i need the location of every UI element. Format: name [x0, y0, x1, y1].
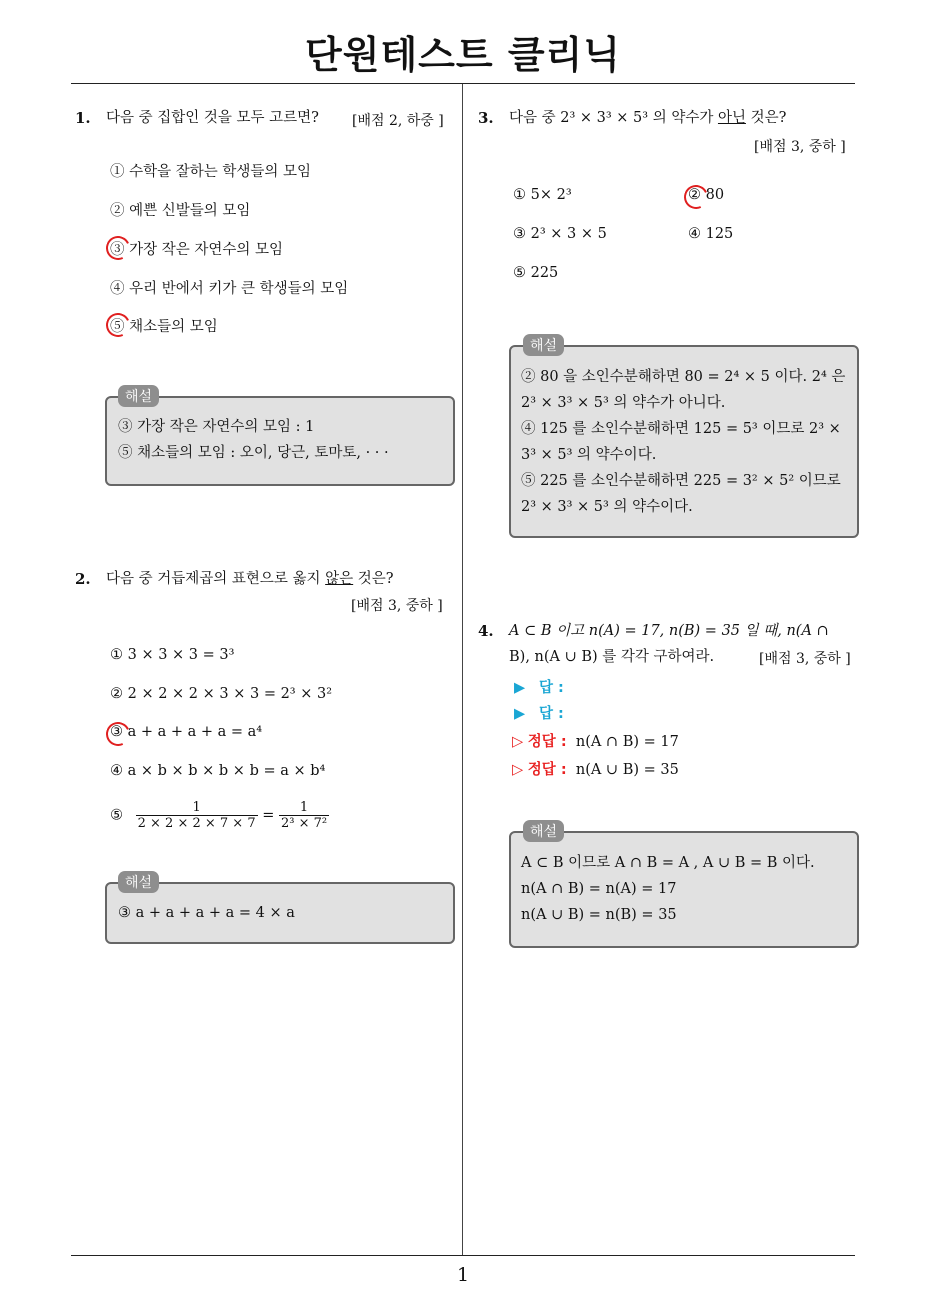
q4-solution-line-3: n(A ∪ B) = n(B) = 35	[521, 907, 677, 923]
q3-choice-2[interactable]: ② 80	[688, 187, 725, 203]
q3-choice-4[interactable]: ④ 125	[688, 226, 734, 242]
q1-choice-2[interactable]: ② 예쁜 신발들의 모임	[110, 203, 251, 219]
q1-meta: [배점 2, 하중 ]	[352, 113, 444, 129]
q4-answer-1[interactable]: ▶ 답 :	[514, 680, 564, 696]
q1-choice-4[interactable]: ④ 우리 반에서 키가 큰 학생들의 모임	[110, 281, 349, 297]
q3-solution-line-1: ② 80 을 소인수분해하면 80 = 2⁴ × 5 이다. 2⁴ 은	[521, 369, 846, 385]
q3-number: 3.	[478, 109, 494, 127]
bottom-rule	[71, 1255, 855, 1256]
q2-c5-right-den: 2³ × 7²	[280, 816, 328, 831]
q1-choice-1[interactable]: ① 수학을 잘하는 학생들의 모임	[110, 164, 312, 180]
q3-solution-line-2: 2³ × 3³ × 5³ 의 약수가 아니다.	[521, 395, 726, 411]
q1-choice-3[interactable]: ③ 가장 작은 자연수의 모임	[110, 242, 284, 258]
q3-choice-1[interactable]: ① 5× 2³	[513, 187, 572, 203]
q3-text: 다음 중 2³ × 3³ × 5³ 의 약수가 아닌 것은?	[509, 110, 787, 126]
q2-number: 2.	[75, 570, 91, 588]
q3-choice-3[interactable]: ③ 2³ × 3 × 5	[513, 226, 607, 242]
q3-solution-line-3: ④ 125 를 소인수분해하면 125 = 5³ 이므로 2³ ×	[521, 421, 841, 437]
q4-correct-2: ▷ 정답 : n(A ∪ B) = 35	[512, 762, 679, 778]
q2-c5-left-num: 1	[136, 800, 258, 816]
q2-choice-4[interactable]: ④ a × b × b × b × b = a × b⁴	[110, 763, 326, 779]
q3-solution-line-4: 3³ × 5³ 의 약수이다.	[521, 447, 657, 463]
q2-c5-left-den: 2 × 2 × 2 × 7 × 7	[137, 816, 256, 831]
q2-c5-right-num: 1	[279, 800, 329, 816]
q4-solution-line-1: A ⊂ B 이므로 A ∩ B = A , A ∪ B = B 이다.	[521, 855, 815, 871]
q1-solution-line-2: ⑤ 채소들의 모임 : 오이, 당근, 토마토, · · ·	[118, 445, 389, 461]
q4-meta: [배점 3, 중하 ]	[759, 651, 851, 667]
q4-answer-2[interactable]: ▶ 답 :	[514, 706, 564, 722]
q1-choice-5[interactable]: ⑤ 채소들의 모임	[110, 319, 218, 335]
q2-solution-tag: 해설	[118, 871, 159, 893]
triangle-icon: ▷	[512, 762, 524, 778]
q4-text-line-2: B), n(A ∪ B) 를 각각 구하여라.	[509, 649, 715, 665]
q3-choice-5[interactable]: ⑤ 225	[513, 265, 559, 281]
q3-meta: [배점 3, 중하 ]	[754, 139, 846, 155]
play-icon: ▶	[514, 680, 526, 696]
page-number: 1	[456, 1264, 470, 1286]
q2-choice-3[interactable]: ③ a + a + a + a = a⁴	[110, 724, 263, 740]
q3-solution-tag: 해설	[523, 334, 564, 356]
q3-solution-line-6: 2³ × 3³ × 5³ 의 약수이다.	[521, 499, 693, 515]
q1-solution-line-1: ③ 가장 작은 자연수의 모임 : 1	[118, 419, 315, 435]
q4-solution-line-2: n(A ∩ B) = n(A) = 17	[521, 881, 677, 897]
q1-solution-tag: 해설	[118, 385, 159, 407]
q3-solution-line-5: ⑤ 225 를 소인수분해하면 225 = 3² × 5² 이므로	[521, 473, 841, 489]
q4-solution-tag: 해설	[523, 820, 564, 842]
play-icon: ▶	[514, 706, 526, 722]
column-divider	[462, 84, 463, 1256]
q1-text: 다음 중 집합인 것을 모두 고르면?	[106, 110, 319, 126]
q2-choice-2[interactable]: ② 2 × 2 × 2 × 3 × 3 = 2³ × 3²	[110, 686, 333, 702]
triangle-icon: ▷	[512, 734, 524, 750]
top-rule	[71, 83, 855, 84]
q4-number: 4.	[478, 622, 494, 640]
q4-text-line-1: A ⊂ B 이고 n(A) = 17, n(B) = 35 일 때, n(A ∩	[509, 623, 829, 639]
q2-text: 다음 중 거듭제곱의 표현으로 옳지 않은 것은?	[106, 571, 394, 587]
q2-choice-1[interactable]: ① 3 × 3 × 3 = 3³	[110, 647, 235, 663]
page-title: 단원테스트 클리닉	[305, 33, 621, 77]
q2-solution-line-1: ③ a + a + a + a = 4 × a	[118, 905, 295, 921]
q1-number: 1.	[75, 109, 91, 127]
q4-correct-1: ▷ 정답 : n(A ∩ B) = 17	[512, 734, 679, 750]
q2-choice-5[interactable]: ⑤ $\frac{1}{2 \times 2 \times 2 \times 7 \times 7}$ = $\frac{1}{\text{2³ × 7²}}$	[110, 800, 328, 831]
q2-meta: [배점 3, 중하 ]	[351, 598, 443, 614]
